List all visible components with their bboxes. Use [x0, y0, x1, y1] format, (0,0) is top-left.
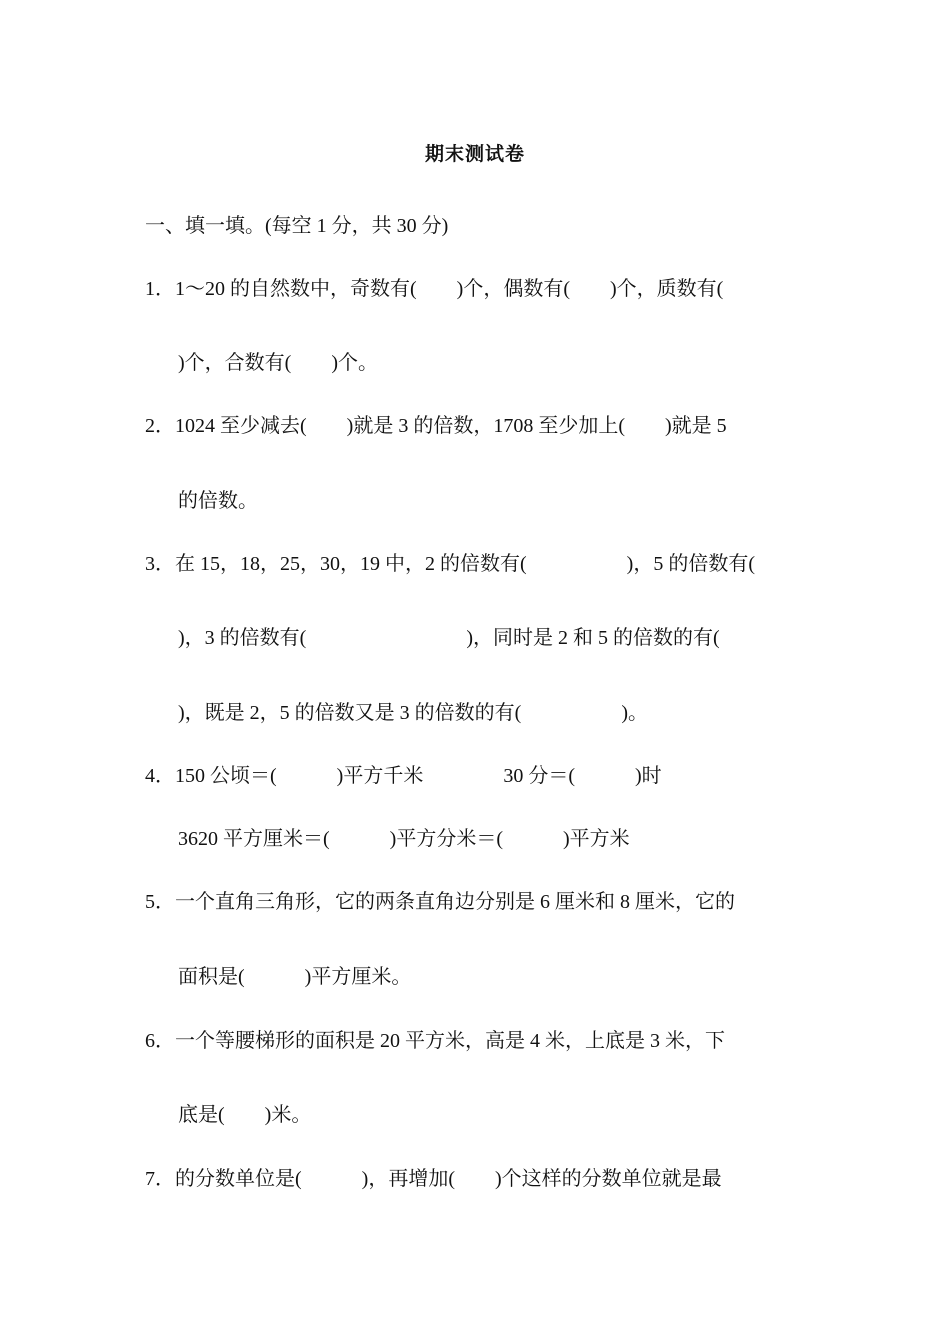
question-2-line-1: 2．1024 至少减去( )就是 3 的倍数，1708 至少加上( )就是 5 — [145, 415, 727, 437]
question-3-line-3: )，既是 2，5 的倍数又是 3 的倍数的有( )。 — [178, 702, 648, 724]
question-6-line-2: 底是( )米。 — [178, 1104, 312, 1126]
question-2-line-2: 的倍数。 — [178, 490, 258, 512]
question-4-line-1: 4．150 公顷＝( )平方千米 30 分＝( )时 — [145, 765, 662, 787]
question-6-line-1: 6．一个等腰梯形的面积是 20 平方米，高是 4 米，上底是 3 米，下 — [145, 1030, 725, 1052]
question-7-line-1: 7．的分数单位是( )，再增加( )个这样的分数单位就是最 — [145, 1168, 722, 1190]
section-heading: 一、填一填。(每空 1 分，共 30 分) — [145, 215, 449, 237]
document-title: 期末测试卷 — [424, 144, 525, 165]
question-5-line-2: 面积是( )平方厘米。 — [178, 966, 412, 988]
question-4-line-2: 3620 平方厘米＝( )平方分米＝( )平方米 — [178, 828, 630, 850]
question-1-line-2: )个，合数有( )个。 — [178, 352, 378, 374]
question-3-line-1: 3．在 15，18，25，30，19 中，2 的倍数有( )，5 的倍数有( — [145, 553, 755, 575]
question-3-line-2: )，3 的倍数有( )，同时是 2 和 5 的倍数的有( — [178, 627, 720, 649]
question-1-line-1: 1．1～20 的自然数中，奇数有( )个，偶数有( )个，质数有( — [145, 278, 724, 300]
question-5-line-1: 5．一个直角三角形，它的两条直角边分别是 6 厘米和 8 厘米，它的 — [145, 891, 735, 913]
